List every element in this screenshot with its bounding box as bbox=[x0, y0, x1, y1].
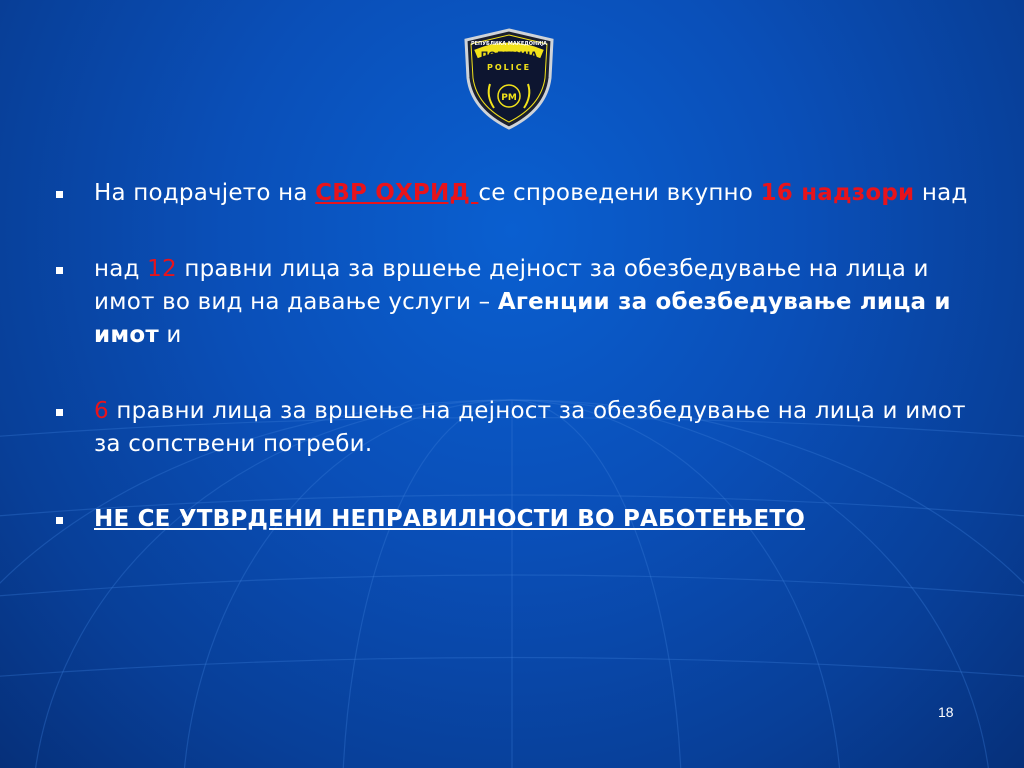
highlight-agencies: Агенции за обезбедување лица и имот bbox=[94, 289, 951, 348]
text-segment: На подрачјето на bbox=[94, 180, 316, 206]
highlight-svr-ohrid: СВР ОХРИД bbox=[315, 180, 479, 206]
highlight-inspection-count: 16 надзори bbox=[760, 180, 915, 206]
logo-monogram: PM bbox=[501, 93, 517, 103]
highlight-own-needs-count: 6 bbox=[94, 398, 109, 424]
text-segment: правни лица за вршење на дејност за обезбедување на лица и имот за сопствени потреби. bbox=[94, 398, 966, 457]
text-segment: и bbox=[158, 322, 182, 348]
bullet-item-inspections bbox=[52, 180, 972, 207]
bullet-square-icon bbox=[56, 409, 63, 416]
text-segment: над bbox=[94, 256, 148, 282]
text-segment: над bbox=[914, 180, 968, 206]
highlight-agency-count: 12 bbox=[147, 256, 177, 282]
text-segment: се спроведени вкупно bbox=[478, 180, 761, 206]
police-shield-logo bbox=[462, 28, 556, 130]
bullet-item-own-needs bbox=[52, 395, 972, 461]
slide-number: 18 bbox=[938, 704, 954, 720]
bullet-square-icon bbox=[56, 191, 63, 198]
shield-icon bbox=[462, 28, 556, 130]
logo-sub-text: POLICE bbox=[486, 63, 532, 72]
bullet-square-icon bbox=[56, 267, 63, 274]
text-segment: правни лица за вршење дејност за обезбедување на лица и имот во вид на давање услуги – bbox=[94, 256, 929, 315]
logo-top-text: РЕПУБЛИКА МАКЕДОНИЈА bbox=[470, 41, 548, 47]
bullet-item-agencies bbox=[52, 253, 972, 352]
bullet-item-conclusion bbox=[52, 503, 972, 536]
conclusion-text: НЕ СЕ УТВРДЕНИ НЕПРАВИЛНОСТИ ВО РАБОТЕЊЕТО bbox=[94, 506, 806, 532]
bullet-list bbox=[52, 180, 972, 536]
bullet-square-icon bbox=[56, 517, 63, 524]
logo-main-text: ПОЛИЦИЈА bbox=[480, 51, 538, 61]
